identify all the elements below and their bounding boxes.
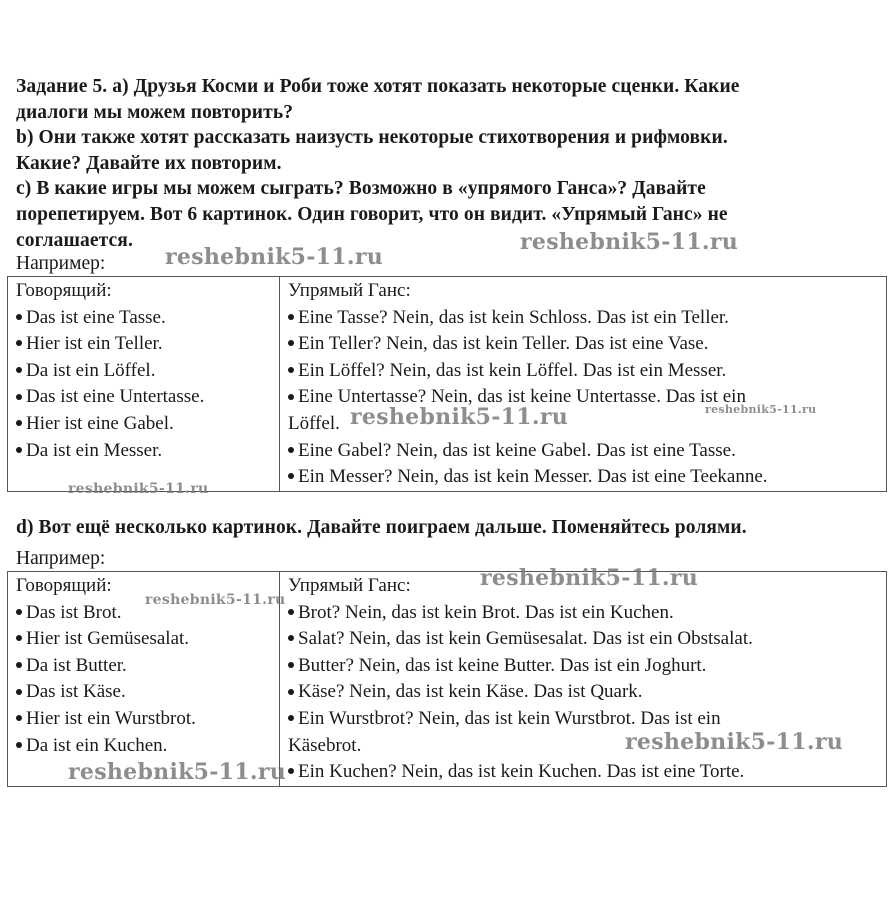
speaker-line: Hier ist eine Gabel. <box>26 412 174 434</box>
bullet-icon <box>288 662 294 668</box>
hans-line: Ein Löffel? Nein, das ist kein Löffel. Das ist ein Messer. <box>298 359 727 381</box>
stubborn-hans-column <box>280 277 887 492</box>
hans-line: Eine Untertasse? Nein, das ist keine Untertasse. Das ist ein <box>298 386 746 408</box>
bullet-icon <box>16 340 22 346</box>
example-label: Например: <box>16 253 106 274</box>
speaker-line: Da ist Butter. <box>26 654 127 676</box>
hans-line: Käse? Nein, das ist kein Käse. Das ist Quark. <box>298 681 643 703</box>
watermark: reshebnik5-11.ru <box>350 404 569 430</box>
bullet-icon <box>288 609 294 615</box>
bullet-icon <box>288 689 294 695</box>
watermark: reshebnik5-11.ru <box>705 403 817 416</box>
hans-header: Упрямый Ганс: <box>288 575 411 596</box>
watermark: reshebnik5-11.ru <box>165 244 384 270</box>
bullet-icon <box>16 715 22 721</box>
example-table-1 <box>7 276 887 492</box>
speaker-line: Hier ist ein Wurstbrot. <box>26 707 196 729</box>
watermark: reshebnik5-11.ru <box>520 229 739 255</box>
speaker-line: Da ist ein Messer. <box>26 439 163 461</box>
task-d-paragraph <box>16 515 874 541</box>
bullet-icon <box>16 367 22 373</box>
bullet-icon <box>288 340 294 346</box>
hans-line: Butter? Nein, das ist keine Butter. Das ist ein Joghurt. <box>298 654 707 676</box>
task-c-line: с) В какие игры мы можем сыграть? Возможно в «упрямого Ганса»? Давайте <box>16 178 706 199</box>
hans-line: Eine Tasse? Nein, das ist kein Schloss. Das ist ein Teller. <box>298 306 729 328</box>
task-d-line: d) Вот ещё несколько картинок. Давайте поиграем дальше. Поменяйтесь ролями. <box>16 517 747 538</box>
speaker-line: Hier ist Gemüsesalat. <box>26 628 190 650</box>
watermark: reshebnik5-11.ru <box>480 565 699 591</box>
speaker-line: Das ist eine Tasse. <box>26 306 166 328</box>
task-c-line: порепетируем. Вот 6 картинок. Один говорит, что он видит. «Упрямый Ганс» не <box>16 204 728 225</box>
bullet-icon <box>16 742 22 748</box>
speaker-column <box>8 277 280 492</box>
speaker-line: Da ist ein Löffel. <box>26 359 156 381</box>
task-b-line: Какие? Давайте их повторим. <box>16 153 282 174</box>
hans-header: Упрямый Ганс: <box>288 280 411 301</box>
hans-line: Salat? Nein, das ist kein Gemüsesalat. Das ist ein Obstsalat. <box>298 628 753 650</box>
task-a-line: Задание 5. а) Друзья Косми и Роби тоже хотят показать некоторые сценки. Какие <box>16 76 740 97</box>
task-b-line: b) Они также хотят рассказать наизусть некоторые стихотворения и рифмовки. <box>16 127 728 148</box>
bullet-icon <box>16 420 22 426</box>
speaker-header: Говорящий: <box>16 575 112 596</box>
task-a-line: диалоги мы можем повторить? <box>16 102 294 123</box>
watermark: reshebnik5-11.ru <box>68 481 209 497</box>
hans-line-continuation: Löffel. <box>288 412 340 434</box>
task-a-paragraph <box>16 74 874 126</box>
bullet-icon <box>16 394 22 400</box>
bullet-icon <box>288 473 294 479</box>
bullet-icon <box>288 715 294 721</box>
speaker-line: Das ist Brot. <box>26 601 122 623</box>
bullet-icon <box>16 314 22 320</box>
bullet-icon <box>288 447 294 453</box>
task-c-line: соглашается. <box>16 230 133 251</box>
speaker-header: Говорящий: <box>16 280 112 301</box>
task-c-paragraph <box>16 176 874 254</box>
bullet-icon <box>16 662 22 668</box>
bullet-icon <box>16 689 22 695</box>
task-b-paragraph <box>16 125 874 177</box>
hans-line: Ein Kuchen? Nein, das ist kein Kuchen. Das ist eine Torte. <box>298 761 745 783</box>
bullet-icon <box>16 635 22 641</box>
speaker-line: Hier ist ein Teller. <box>26 333 163 355</box>
bullet-icon <box>16 447 22 453</box>
bullet-icon <box>288 367 294 373</box>
speaker-line: Das ist eine Untertasse. <box>26 386 205 408</box>
watermark: reshebnik5-11.ru <box>68 759 287 785</box>
bullet-icon <box>288 314 294 320</box>
speaker-line: Das ist Käse. <box>26 681 126 703</box>
bullet-icon <box>288 394 294 400</box>
hans-line: Brot? Nein, das ist kein Brot. Das ist ein Kuchen. <box>298 601 674 623</box>
bullet-icon <box>288 768 294 774</box>
speaker-line: Da ist ein Kuchen. <box>26 734 168 756</box>
hans-line: Ein Wurstbrot? Nein, das ist kein Wurstbrot. Das ist ein <box>298 707 721 729</box>
bullet-icon <box>288 635 294 641</box>
watermark: reshebnik5-11.ru <box>625 729 844 755</box>
example-label: Например: <box>16 548 106 569</box>
hans-line: Ein Teller? Nein, das ist kein Teller. Das ist eine Vase. <box>298 333 709 355</box>
hans-line-continuation: Käsebrot. <box>288 734 362 756</box>
bullet-icon <box>16 609 22 615</box>
hans-line: Ein Messer? Nein, das ist kein Messer. Das ist eine Teekanne. <box>298 466 768 488</box>
hans-line: Eine Gabel? Nein, das ist keine Gabel. Das ist eine Tasse. <box>298 439 736 461</box>
watermark: reshebnik5-11.ru <box>145 592 286 608</box>
